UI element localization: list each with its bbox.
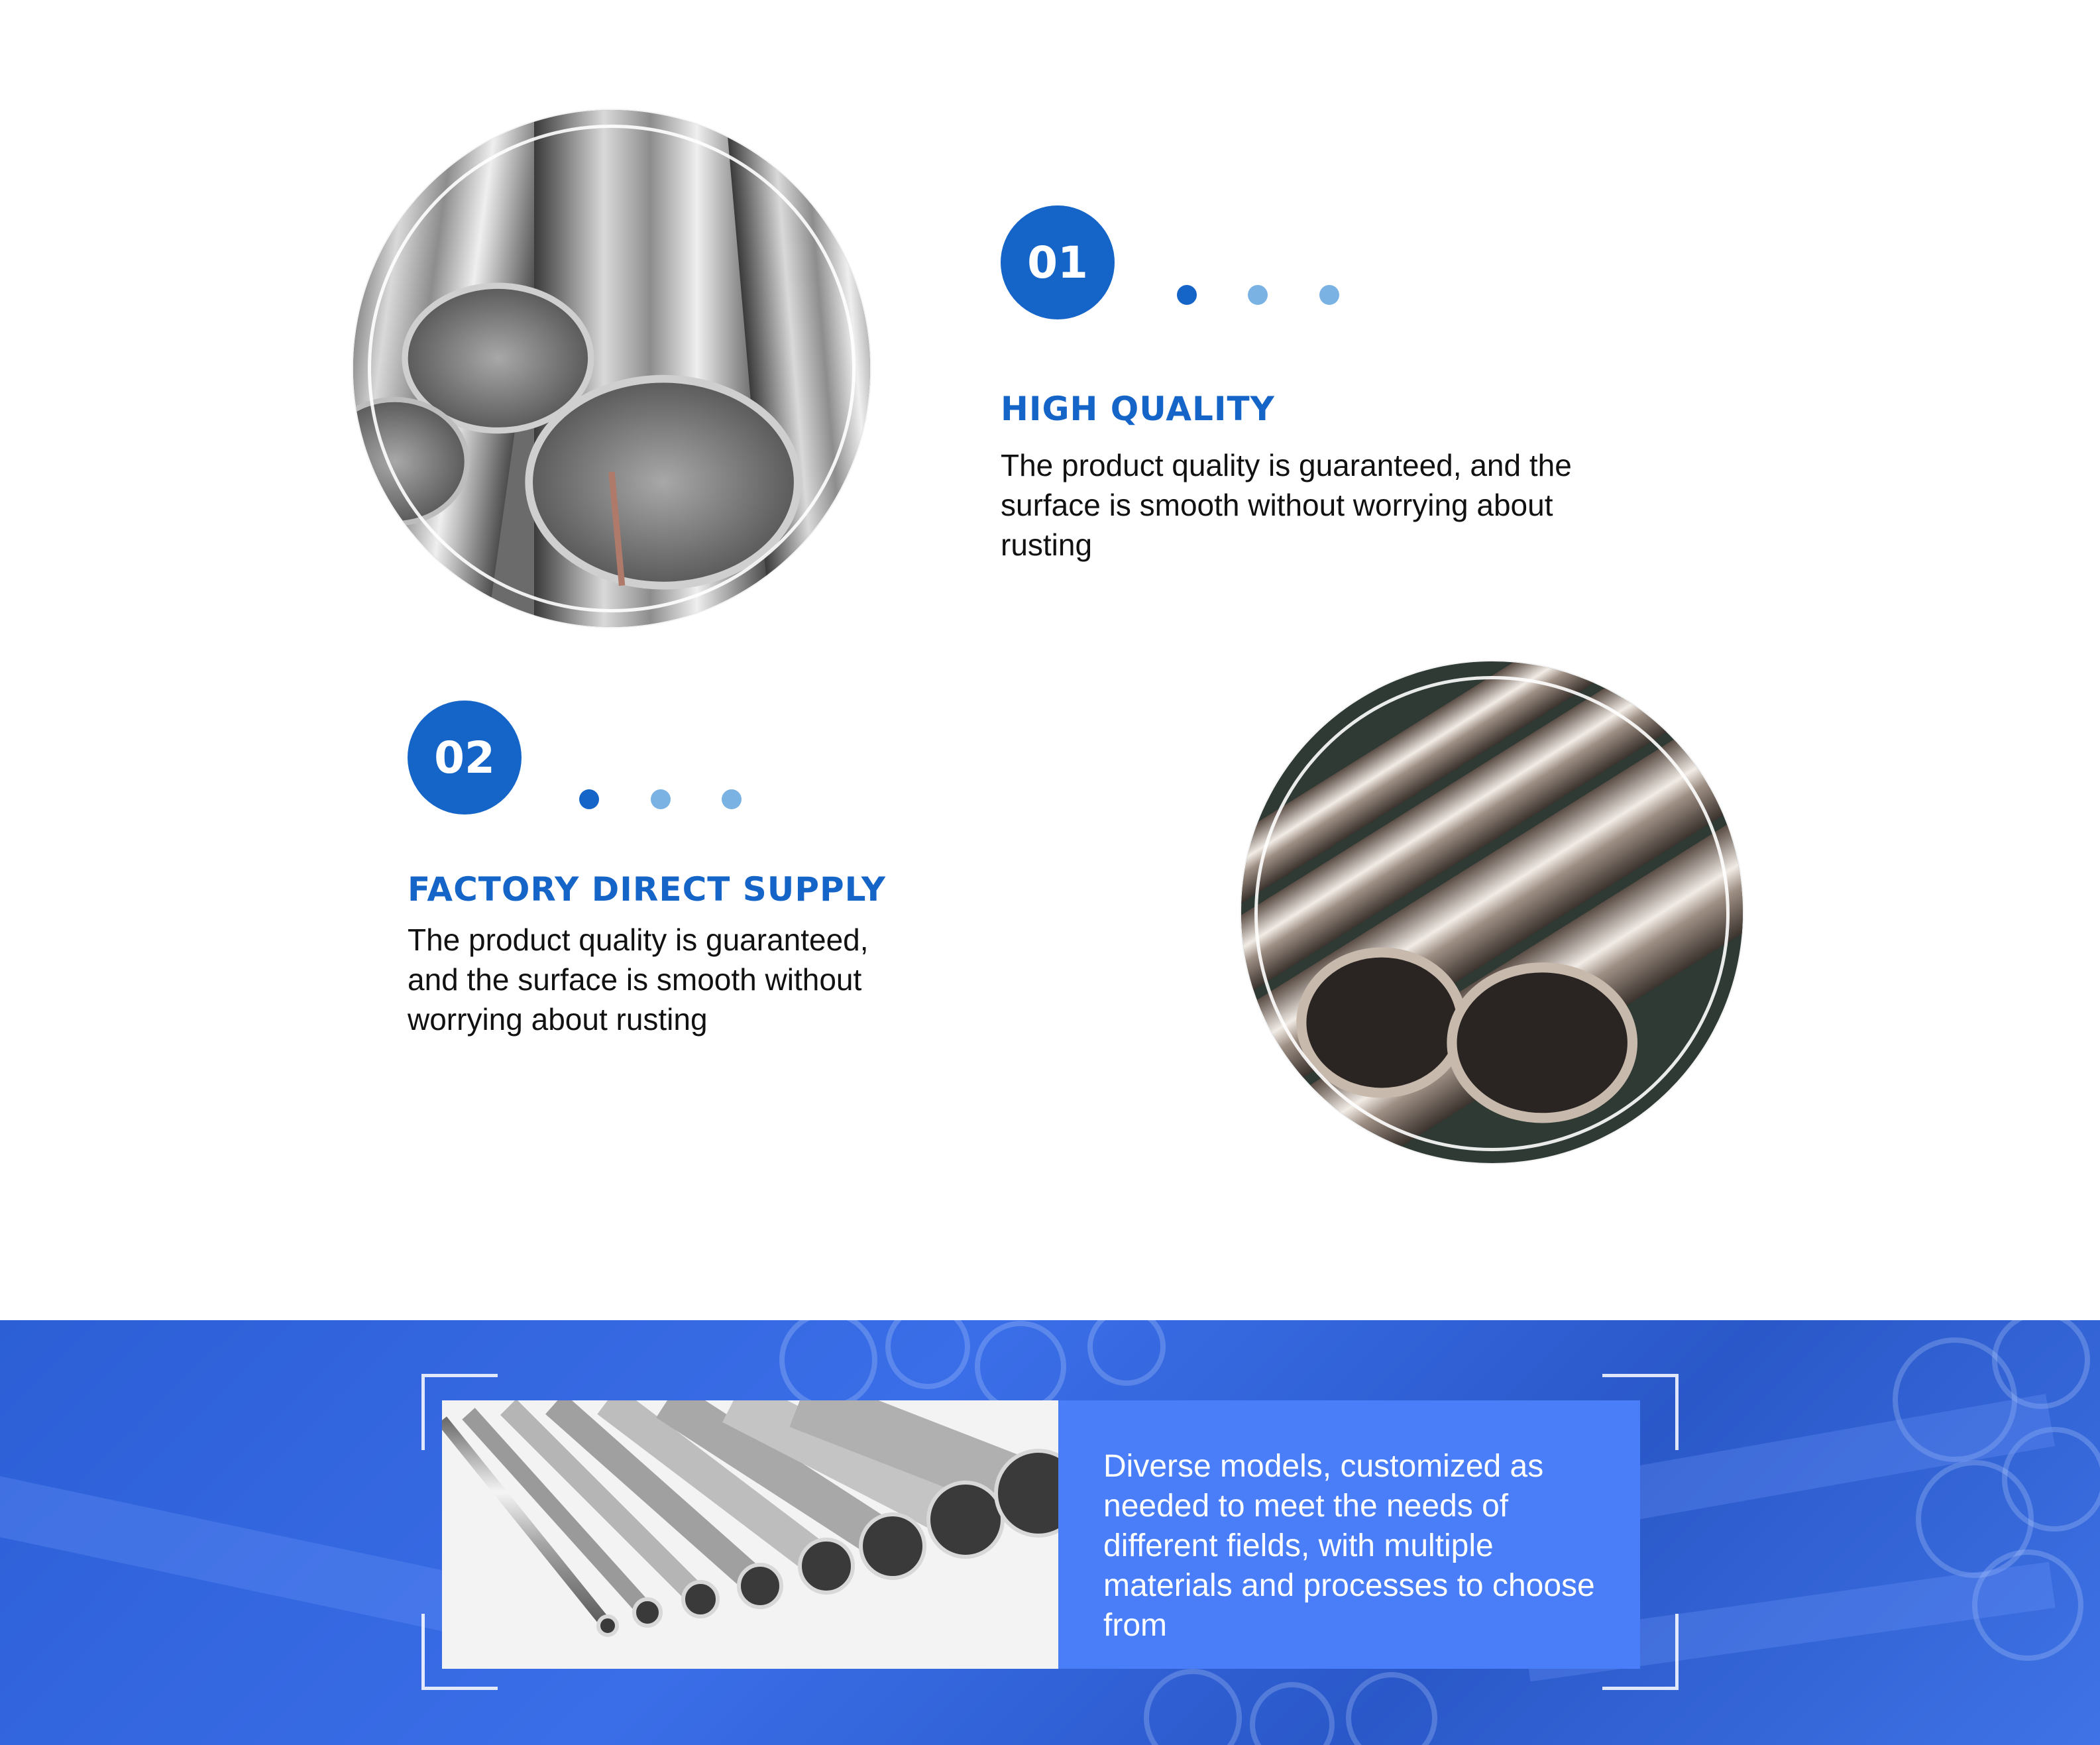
- indicator-dot: [1177, 285, 1197, 305]
- indicator-dot: [722, 789, 742, 809]
- feature-title-1: HIGH QUALITY: [1001, 390, 1275, 428]
- indicator-dot: [651, 789, 671, 809]
- banner-text-panel: [1058, 1400, 1640, 1669]
- pipe-sizes-photo: [442, 1400, 1058, 1669]
- feature-number-badge-2: 02: [408, 701, 522, 815]
- pipe-photo-1: [353, 110, 870, 627]
- feature-description-1: The product quality is guaranteed, and the surface is smooth without worrying about rusting: [1001, 448, 1572, 562]
- indicator-dot: [1319, 285, 1339, 305]
- banner-description: Diverse models, customized as needed to meet the needs of different fields, with multiple materials and processes to choose from: [1103, 1449, 1595, 1643]
- pipe-photo-2: [1241, 661, 1743, 1163]
- feature-description-2: The product quality is guaranteed, and the surface is smooth without worrying about rusting: [408, 923, 869, 1037]
- feature-number-badge-1: 01: [1001, 205, 1115, 319]
- feature-title-2: FACTORY DIRECT SUPPLY: [408, 870, 886, 909]
- indicator-dot: [579, 789, 599, 809]
- indicator-dot: [1248, 285, 1268, 305]
